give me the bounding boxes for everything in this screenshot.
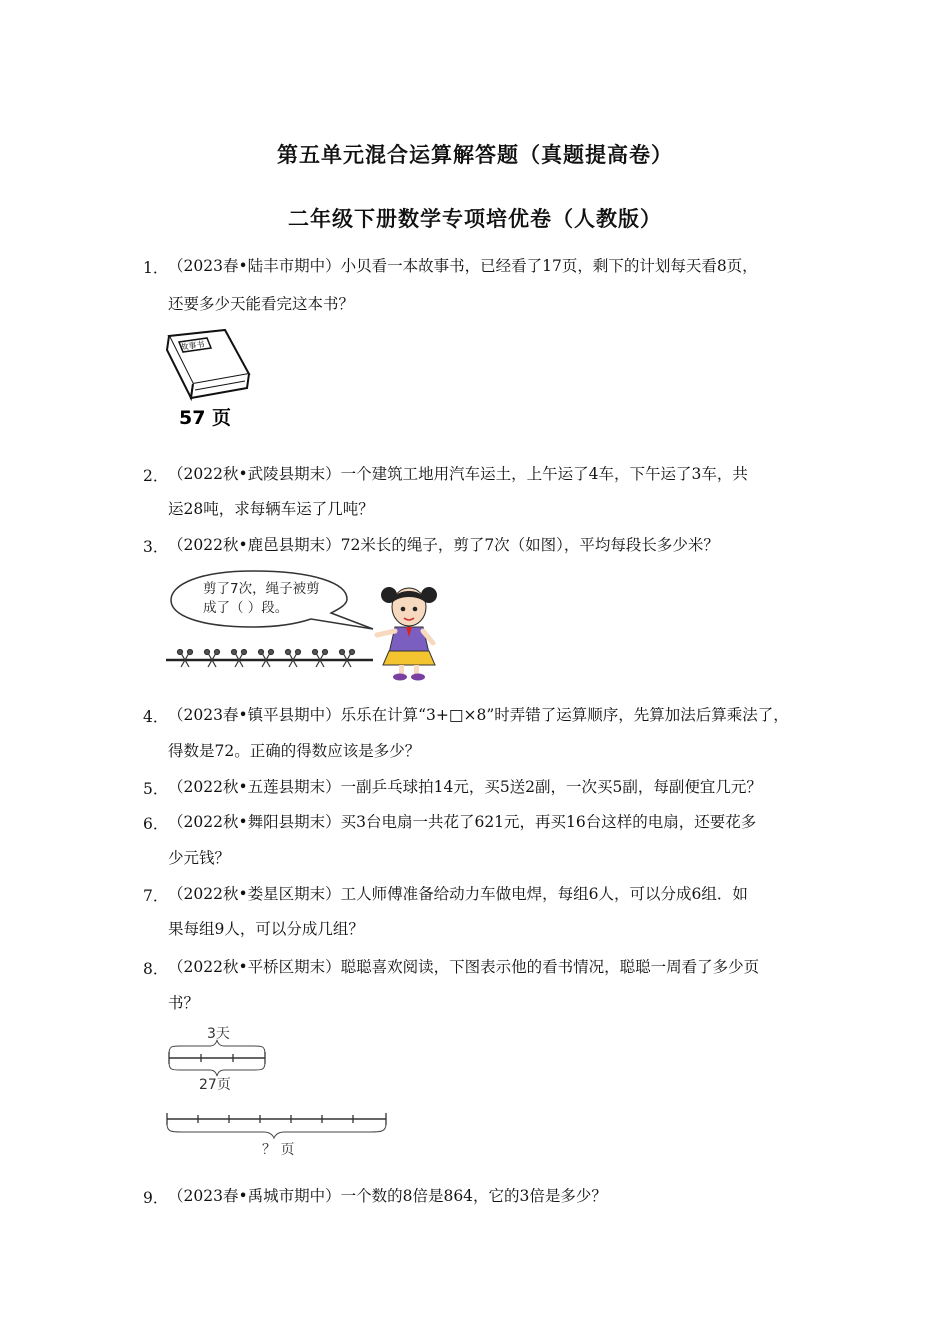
question-text: （2023春•禹城市期中）一个数的8倍是864，它的3倍是多少？ — [168, 1187, 607, 1205]
question-text: 果每组9人，可以分成几组？ — [168, 920, 364, 938]
question-number: 6． — [143, 815, 169, 833]
question-text: （2022秋•娄星区期末）工人师傅准备给动力车做电焊，每组6人，可以分成6组．如 — [168, 885, 748, 903]
question-text: 少元钱？ — [168, 849, 231, 867]
question-text: 书？ — [168, 994, 200, 1012]
question-text: （2023春•陆丰市期中）小贝看一本故事书，已经看了17页，剩下的计划每天看8页， — [168, 257, 758, 275]
question-number: 2． — [143, 467, 169, 485]
rope-illustration — [163, 565, 448, 685]
question-number: 4． — [143, 708, 169, 726]
bubble-line1: 剪了7次，绳子被剪 — [203, 581, 320, 597]
page-title: 第五单元混合运算解答题（真题提高卷） — [277, 143, 673, 167]
segment-bottom-label: ？ 页 — [262, 1142, 295, 1158]
question-text: （2022秋•舞阳县期末）买3台电扇一共花了621元，再买16台这样的电扇，还要花多 — [168, 813, 757, 831]
question-text: （2023春•镇平县期中）乐乐在计算“3+□×8”时弄错了运算顺序，先算加法后算乘法了， — [168, 706, 789, 724]
bubble-line2: 成了（ ）段。 — [203, 600, 289, 616]
segment-mid-label: 27页 — [199, 1077, 231, 1093]
question-number: 9． — [143, 1189, 169, 1207]
question-text: 得数是72。正确的得数应该是多少？ — [168, 742, 421, 760]
book-illustration — [163, 328, 263, 432]
segment-top-label: 3天 — [207, 1026, 230, 1042]
question-text: （2022秋•武陵县期末）一个建筑工地用汽车运土，上午运了4车，下午运了3车，共 — [168, 465, 748, 483]
book-cover-text: 故事书 — [180, 339, 206, 352]
question-text: 还要多少天能看完这本书？ — [168, 295, 355, 313]
question-number: 1． — [143, 259, 169, 277]
segment-diagram — [160, 1018, 400, 1163]
question-number: 5． — [143, 780, 169, 798]
question-text: （2022秋•五莲县期末）一副乒乓球拍14元，买5送2副，一次买5副，每副便宜几元？ — [168, 778, 762, 796]
page-subtitle: 二年级下册数学专项培优卷（人教版） — [288, 207, 662, 231]
girl-illustration — [377, 587, 437, 681]
question-text: （2022秋•平桥区期末）聪聪喜欢阅读，下图表示他的看书情况，聪聪一周看了多少页 — [168, 958, 760, 976]
question-number: 8． — [143, 960, 169, 978]
question-text: 运28吨，求每辆车运了几吨？ — [168, 500, 374, 518]
question-number: 3． — [143, 538, 169, 556]
question-text: （2022秋•鹿邑县期末）72米长的绳子，剪了7次（如图），平均每段长多少米？ — [168, 536, 719, 554]
book-pages-label: 57 页 — [179, 407, 232, 429]
question-number: 7． — [143, 887, 169, 905]
